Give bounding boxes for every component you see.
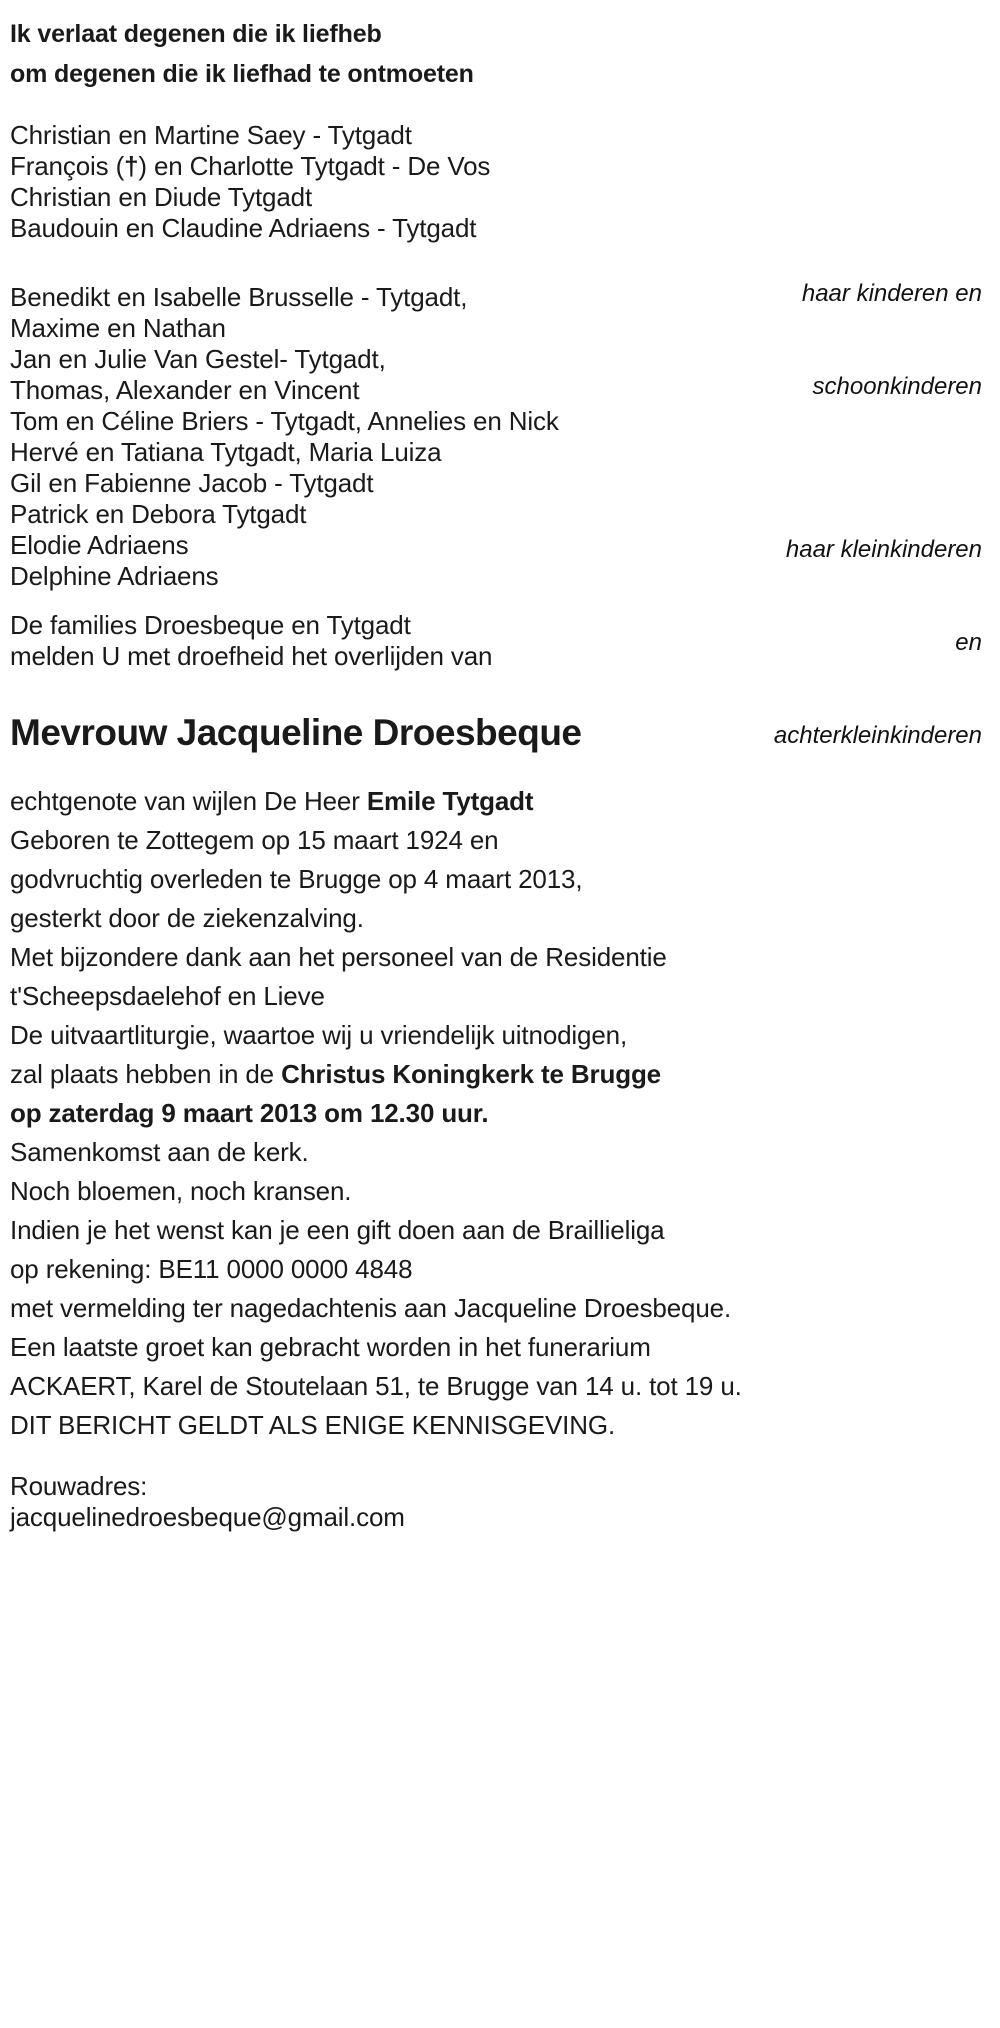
grandchild-name-9: Elodie Adriaens [10, 530, 189, 560]
grandchild-name-1: Benedikt en Isabelle Brusselle - Tytgadt, [10, 282, 468, 312]
funeral-home-line-2: ACKAERT, Karel de Stoutelaan 51, te Brugge van 14 u. tot 19 u. [10, 1371, 742, 1401]
single-notice-line: DIT BERICHT GELDT ALS ENIGE KENNISGEVING. [10, 1410, 616, 1440]
condolence-label: Rouwadres: [10, 1471, 148, 1501]
details-section [10, 782, 990, 1445]
liturgy-prefix: zal plaats hebben in de [10, 1059, 282, 1089]
spouse-name: Emile Tytgadt [366, 786, 534, 816]
verse-line-2: om degenen die ik liefhad te ontmoeten [10, 60, 474, 88]
liturgy-line-1: De uitvaartliturgie, waartoe wij u vriendelijk uitnodigen, [10, 1020, 628, 1050]
gathering-line: Samenkomst aan de kerk. [10, 1137, 309, 1167]
no-flowers-line: Noch bloemen, noch kransen. [10, 1176, 352, 1206]
grandchildren-caption-line-2: en [955, 629, 982, 656]
donation-account: op rekening: BE11 0000 0000 4848 [10, 1254, 413, 1284]
deceased-cross-icon: † [124, 151, 139, 181]
donation-line-3: met vermelding ter nagedachtenis aan Jacqueline Droesbeque. [10, 1293, 732, 1323]
liturgy-datetime: op zaterdag 9 maart 2013 om 12.30 uur. [10, 1098, 489, 1128]
grandchild-name-10: Delphine Adriaens [10, 561, 219, 591]
grandchildren-caption [774, 472, 982, 813]
grandchild-name-2: Maxime en Nathan [10, 313, 226, 343]
child-name-1: Christian en Martine Saey - Tytgadt [10, 120, 412, 150]
children-caption-line-2: schoonkinderen [812, 373, 982, 400]
child-name-3: Christian en Diude Tytgadt [10, 182, 313, 212]
condolence-email[interactable]: jacquelinedroesbeque@gmail.com [10, 1502, 405, 1532]
announcement-line-2: melden U met droefheid het overlijden van [10, 641, 493, 671]
funeral-home-line-1: Een laatste groet kan gebracht worden in het funerarium [10, 1332, 651, 1362]
grandchild-name-8: Patrick en Debora Tytgadt [10, 499, 307, 529]
child-name-2-prefix: François ( [10, 151, 125, 181]
child-name-4: Baudouin en Claudine Adriaens - Tytgadt [10, 213, 477, 243]
donation-line-1: Indien je het wenst kan je een gift doen aan de Braillieliga [10, 1215, 665, 1245]
child-name-2 [10, 151, 990, 182]
liturgy-line-2 [10, 1055, 990, 1094]
grandchild-name-4: Thomas, Alexander en Vincent [10, 375, 360, 405]
children-caption-line-1: haar kinderen en [801, 280, 982, 307]
birth-line: Geboren te Zottegem op 15 maart 1924 en [10, 825, 499, 855]
thanks-line-1: Met bijzondere dank aan het personeel van de Residentie [10, 942, 667, 972]
grandchild-name-6: Hervé en Tatiana Tytgadt, Maria Luiza [10, 437, 442, 467]
grandchild-name-7: Gil en Fabienne Jacob - Tytgadt [10, 468, 374, 498]
grandchildren-caption-line-3: achterkleinkinderen [773, 722, 982, 749]
thanks-line-2: t'Scheepsdaelehof en Lieve [10, 981, 325, 1011]
grandchildren-caption-line-1: haar kleinkinderen [785, 536, 982, 563]
spacer [10, 1445, 990, 1471]
grandchild-name-5: Tom en Céline Briers - Tytgadt, Annelies en Nick [10, 406, 559, 436]
grandchild-name-3: Jan en Julie Van Gestel- Tytgadt, [10, 344, 386, 374]
verse-line-1: Ik verlaat degenen die ik liefheb [10, 20, 382, 48]
spacer [10, 94, 990, 120]
sacrament-line: gesterkt door de ziekenzalving. [10, 903, 364, 933]
deceased-name: Mevrouw Jacqueline Droesbeque [10, 712, 582, 753]
announcement-line-1: De families Droesbeque en Tytgadt [10, 610, 411, 640]
death-line: godvruchtig overleden te Brugge op 4 maart 2013, [10, 864, 583, 894]
spouse-prefix: echtgenote van wijlen De Heer [10, 786, 367, 816]
church-name: Christus Koningkerk te Brugge [281, 1059, 661, 1089]
condolence-section [10, 1471, 990, 1533]
opening-verse [10, 14, 990, 94]
child-name-2-suffix: ) en Charlotte Tytgadt - De Vos [138, 151, 491, 181]
